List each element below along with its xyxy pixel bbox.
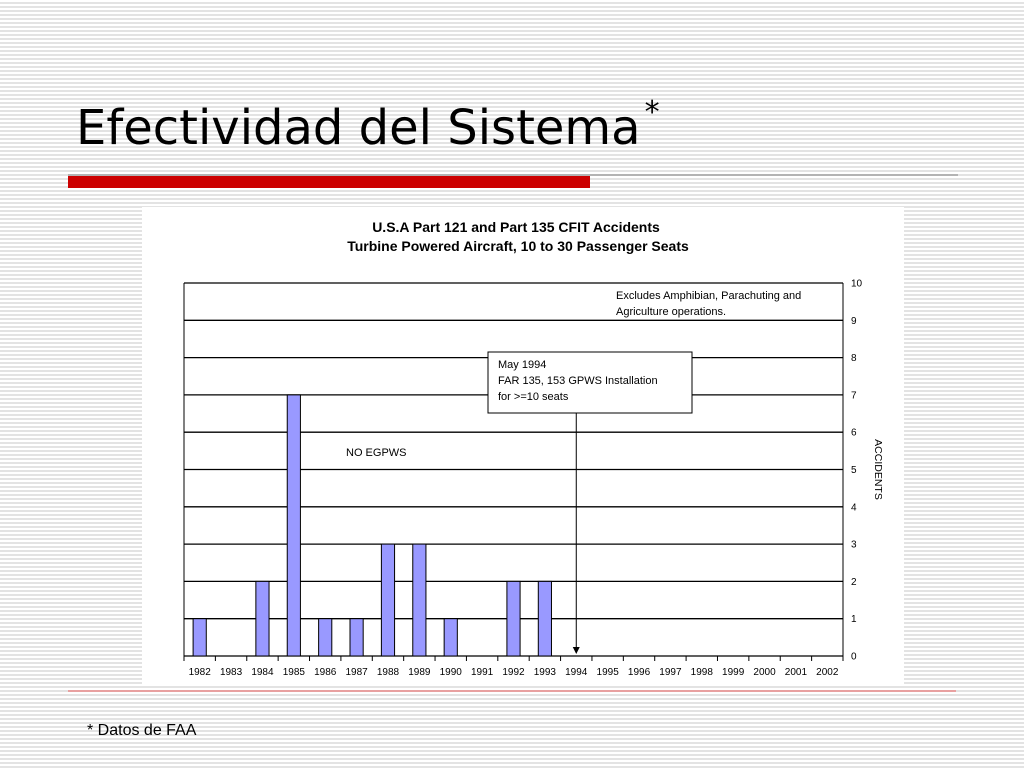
y-tick-label-7: 7 (851, 390, 857, 402)
y-tick-labels (851, 279, 863, 663)
chart-svg (142, 207, 904, 685)
y-tick-label-10: 10 (851, 278, 863, 290)
y-tick-label-5: 5 (851, 465, 857, 476)
y-axis-label: ACCIDENTS (872, 439, 884, 500)
x-tick-label-1991: 1991 (470, 667, 494, 678)
y-tick-label-0: 0 (851, 651, 857, 663)
bar-1988 (381, 544, 394, 656)
bottom-divider (68, 690, 956, 692)
no-egpws-label: NO EGPWS (346, 447, 407, 459)
callout-line-1: May 1994 (498, 359, 547, 371)
y-tick-label-2: 2 (851, 576, 857, 588)
callout-line-3: for >=10 seats (498, 391, 569, 403)
exclusion-note (616, 290, 801, 318)
note-line-1: Excludes Amphibian, Parachuting and (616, 290, 802, 302)
x-tick-label-1990: 1990 (439, 667, 462, 678)
callout-line-2: FAR 135, 153 GPWS Installation (498, 375, 658, 387)
chart-title: U.S.A Part 121 and Part 135 CFIT Accidents (372, 219, 660, 235)
bar-1985 (287, 395, 300, 656)
x-tick-label-1993: 1993 (533, 667, 557, 678)
x-tick-label-1989: 1989 (408, 667, 431, 678)
x-tick-label-1998: 1998 (690, 667, 713, 678)
slide-title-text: Efectividad del Sistema (76, 100, 641, 156)
bar-1984 (256, 581, 269, 656)
x-tick-label-1994: 1994 (565, 667, 588, 678)
x-tick-label-1997: 1997 (659, 667, 682, 678)
x-tick-label-1988: 1988 (376, 667, 400, 678)
x-tick-labels (184, 656, 843, 678)
bar-1982 (193, 619, 206, 656)
x-tick-label-1996: 1996 (627, 667, 651, 678)
title-accent-bar (68, 176, 590, 188)
x-tick-label-2001: 2001 (784, 667, 808, 678)
y-tick-label-1: 1 (851, 614, 857, 626)
x-tick-label-2002: 2002 (816, 667, 839, 678)
y-tick-label-4: 4 (851, 502, 857, 514)
x-tick-label-1983: 1983 (219, 667, 243, 678)
chart-panel (142, 207, 904, 685)
callout-arrow-head (573, 647, 580, 654)
x-tick-label-1984: 1984 (251, 667, 274, 678)
x-tick-label-1999: 1999 (722, 667, 745, 678)
y-tick-label-3: 3 (851, 539, 857, 551)
y-tick-label-6: 6 (851, 427, 857, 439)
chart-subtitle: Turbine Powered Aircraft, 10 to 30 Passenger Seats (347, 238, 689, 254)
x-tick-label-1985: 1985 (282, 667, 305, 678)
y-tick-label-8: 8 (851, 353, 857, 365)
x-tick-label-1995: 1995 (596, 667, 619, 678)
bars (193, 395, 551, 656)
bar-1992 (507, 581, 520, 656)
x-tick-label-1987: 1987 (345, 667, 368, 678)
y-tick-label-9: 9 (851, 315, 857, 327)
slide-title (76, 95, 660, 156)
x-tick-label-1982: 1982 (188, 667, 211, 678)
x-tick-label-1986: 1986 (314, 667, 337, 678)
bar-1989 (413, 544, 426, 656)
note-line-2: Agriculture operations. (616, 306, 727, 318)
x-tick-label-2000: 2000 (753, 667, 776, 678)
footnote: * Datos de FAA (87, 722, 197, 739)
bar-1986 (319, 619, 332, 656)
bar-1990 (444, 619, 457, 656)
bar-1987 (350, 619, 363, 656)
bar-1993 (538, 581, 551, 656)
x-tick-label-1992: 1992 (502, 667, 525, 678)
title-asterisk: * (644, 95, 660, 130)
